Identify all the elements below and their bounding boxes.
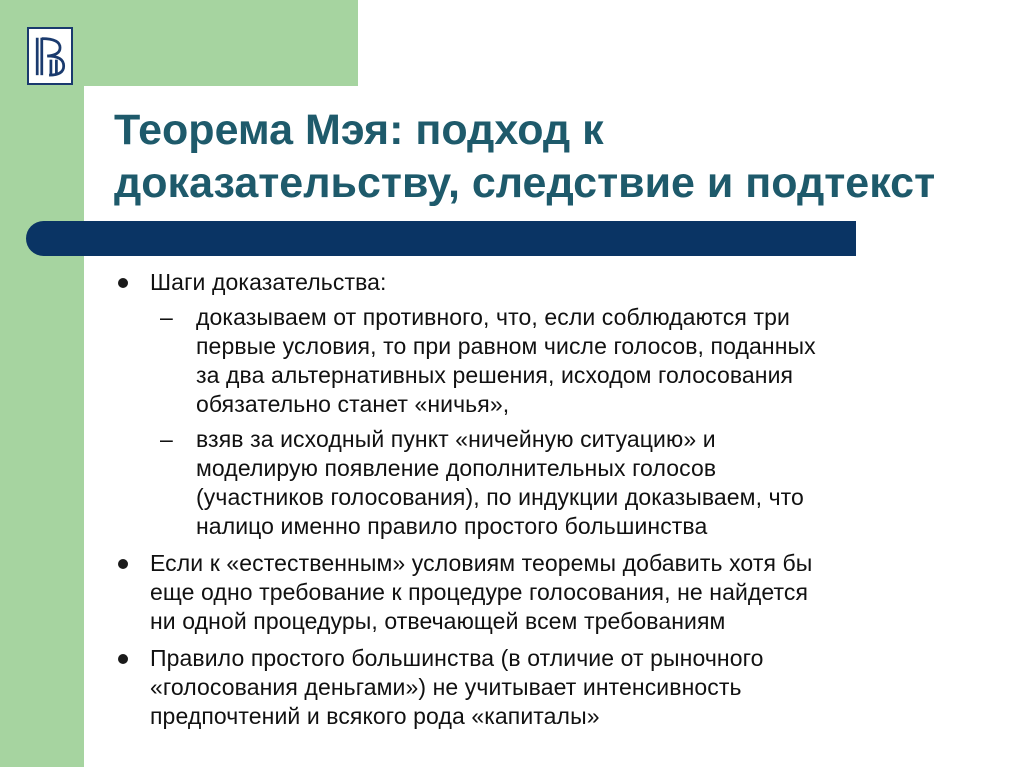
title-line: доказательству, следствие и подтекст xyxy=(114,159,936,207)
dash-marker: – xyxy=(160,304,173,330)
sub-line: налицо именно правило простого большинства xyxy=(196,513,708,539)
sub-item xyxy=(150,303,998,419)
bullet-line: Шаги доказательства: xyxy=(150,269,387,295)
title-divider-bar xyxy=(26,221,856,256)
sub-line: за два альтернативных решения, исходом голосования xyxy=(196,362,794,388)
bullet-text xyxy=(150,644,998,731)
bullet-line: Правило простого большинства (в отличие от рыночного xyxy=(150,645,764,671)
bullet-line: «голосования деньгами») не учитывает интенсивность xyxy=(150,674,742,700)
bullet-item xyxy=(118,549,998,636)
green-side-strip xyxy=(0,0,84,767)
bullet-dot-icon xyxy=(118,654,128,664)
bullet-dot-icon xyxy=(118,278,128,288)
sub-line: доказываем от противного, что, если соблюдаются три xyxy=(196,304,790,330)
sub-line: взяв за исходный пункт «ничейную ситуацию» и xyxy=(196,426,716,452)
sub-line: первые условия, то при равном числе голосов, поданных xyxy=(196,333,816,359)
sub-item-text xyxy=(196,425,998,541)
bullet-text xyxy=(150,268,998,297)
sub-line: моделирую появление дополнительных голосов xyxy=(196,455,717,481)
sub-list xyxy=(150,303,998,541)
bullet-dot-icon xyxy=(118,559,128,569)
hse-logo xyxy=(27,27,73,85)
slide-body xyxy=(118,268,998,739)
sub-line: обязательно станет «ничья», xyxy=(196,391,510,417)
bullet-item xyxy=(118,644,998,731)
sub-item xyxy=(150,425,998,541)
bullet-item xyxy=(118,268,998,541)
bullet-text xyxy=(150,549,998,636)
sub-item-text xyxy=(196,303,998,419)
sub-line: (участников голосования), по индукции доказываем, что xyxy=(196,484,804,510)
bullet-line: ни одной процедуры, отвечающей всем требованиям xyxy=(150,608,726,634)
title-line: Теорема Мэя: подход к xyxy=(114,106,604,154)
dash-marker: – xyxy=(160,426,173,452)
bullet-line: Если к «естественным» условиям теоремы добавить хотя бы xyxy=(150,550,813,576)
hse-logo-mark xyxy=(29,29,71,83)
slide-title xyxy=(114,104,994,210)
bullet-line: предпочтений и всякого рода «капиталы» xyxy=(150,703,600,729)
bullet-line: еще одно требование к процедуре голосования, не найдется xyxy=(150,579,809,605)
